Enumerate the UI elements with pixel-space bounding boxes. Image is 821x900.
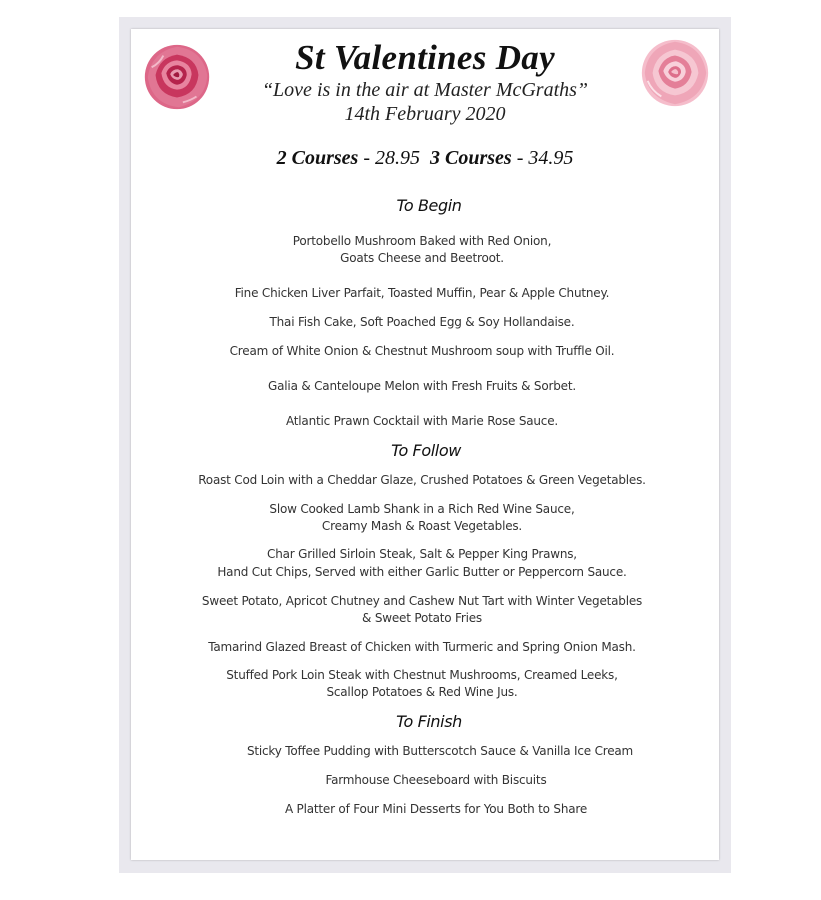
three-courses-label: 3 Courses (430, 147, 512, 169)
menu-item: & Sweet Potato Fries (362, 611, 482, 625)
menu-item: Sticky Toffee Pudding with Butterscotch Sauce & Vanilla Ice Cream (246, 744, 634, 758)
section-title-follow: To Follow (391, 441, 461, 460)
menu-item: Goats Cheese and Beetroot. (340, 251, 504, 265)
menu-item: Cream of White Onion & Chestnut Mushroom soup with Truffle Oil. (229, 344, 615, 358)
menu-item: Hand Cut Chips, Served with either Garlic Butter or Peppercorn Sauce. (217, 565, 627, 579)
three-courses-price: - 34.95 (511, 147, 574, 169)
event-date: 14th February 2020 (344, 103, 506, 125)
course-pricing (131, 147, 719, 170)
two-courses-label: 2 Courses (276, 147, 359, 169)
page-title: St Valentines Day (295, 38, 555, 77)
menu-item: Creamy Mash & Roast Vegetables. (321, 519, 523, 533)
menu-item: Slow Cooked Lamb Shank in a Rich Red Wine Sauce, (269, 502, 575, 516)
menu-item: Scallop Potatoes & Red Wine Jus. (326, 685, 518, 699)
menu-item: Farmhouse Cheeseboard with Biscuits (325, 773, 547, 787)
menu-item: Char Grilled Sirloin Steak, Salt & Pepper King Prawns, (267, 547, 577, 561)
menu-item: Galia & Canteloupe Melon with Fresh Fruits & Sorbet. (268, 379, 576, 393)
two-courses-price: - 28.95 (358, 147, 420, 169)
menu-item: A Platter of Four Mini Desserts for You Both to Share (284, 802, 588, 816)
menu-item: Tamarind Glazed Breast of Chicken with Turmeric and Spring Onion Mash. (208, 640, 636, 654)
section-title-begin: To Begin (396, 196, 462, 215)
menu-item: Atlantic Prawn Cocktail with Marie Rose Sauce. (285, 414, 558, 428)
menu-item: Stuffed Pork Loin Steak with Chestnut Mushrooms, Creamed Leeks, (226, 668, 618, 682)
menu-item: Roast Cod Loin with a Cheddar Glaze, Crushed Potatoes & Green Vegetables. (198, 473, 646, 487)
menu-item: Fine Chicken Liver Parfait, Toasted Muffin, Pear & Apple Chutney. (234, 286, 610, 300)
section-title-finish: To Finish (396, 712, 462, 731)
menu-item: Sweet Potato, Apricot Chutney and Cashew Nut Tart with Winter Vegetables (201, 594, 643, 608)
tagline: “Love is in the air at Master McGraths” (261, 79, 589, 101)
menu-item: Thai Fish Cake, Soft Poached Egg & Soy Hollandaise. (269, 315, 575, 329)
menu-item: Portobello Mushroom Baked with Red Onion, (292, 234, 552, 248)
